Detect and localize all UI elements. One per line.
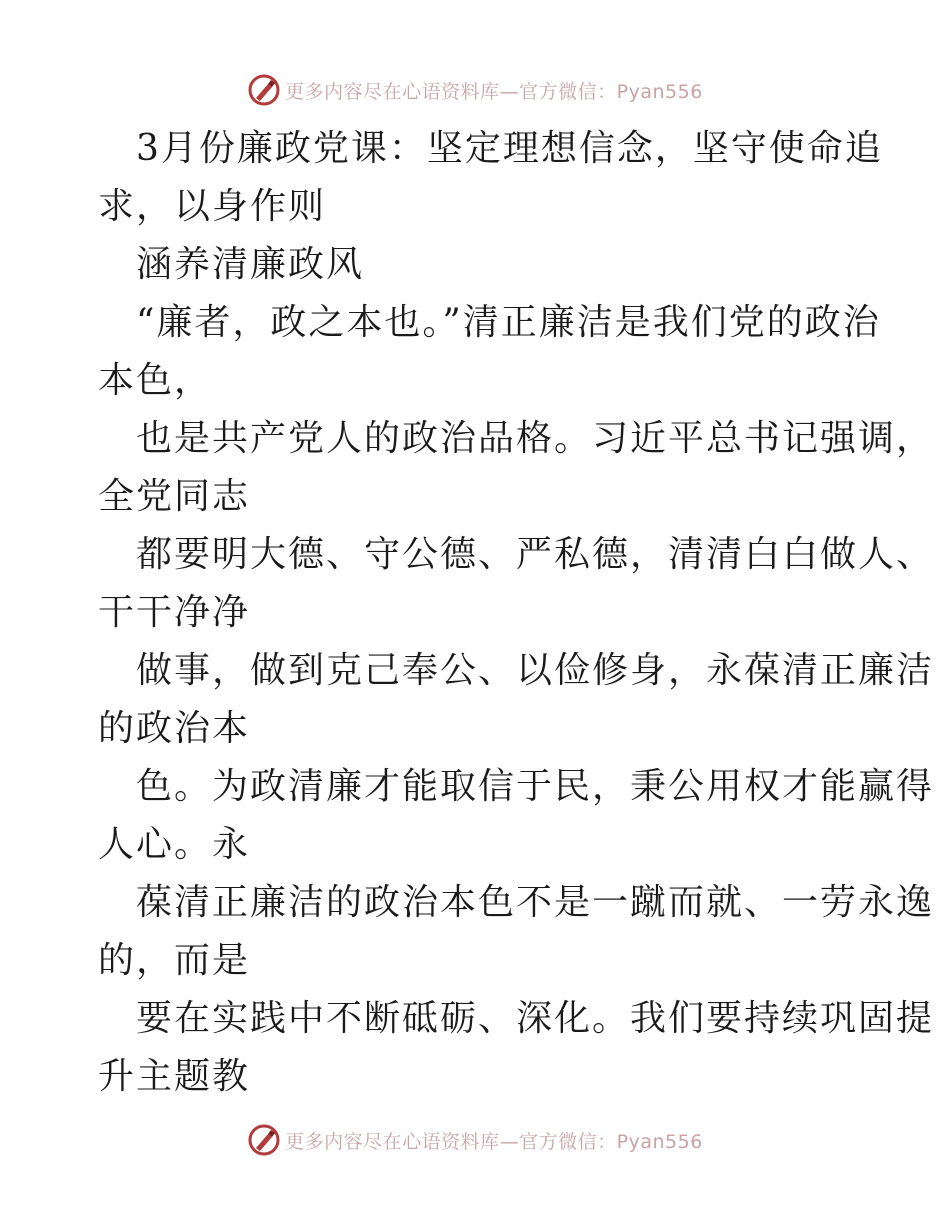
pen-logo-icon [247, 1123, 281, 1157]
text-line: 做事，做到克己奉公、以俭修身，永葆清正廉洁 [136, 650, 935, 691]
text-line: 葆清正廉洁的政治本色不是一蹴而就、一劳永逸 [136, 882, 935, 923]
text-line: 人心。永 [98, 824, 251, 865]
text-line: 全党同志 [98, 476, 251, 517]
text-line: 本色， [98, 360, 213, 401]
text-line: 涵养清廉政风 [136, 244, 365, 285]
document-title-line-2: 求，以身作则 [98, 186, 327, 227]
text-line: 要在实践中不断砥砺、深化。我们要持续巩固提 [136, 998, 935, 1039]
text-line: 的政治本 [98, 708, 251, 749]
document-body [98, 120, 935, 1106]
footer-banner [0, 1120, 950, 1160]
header-banner [0, 70, 950, 110]
text-line: 也是共产党人的政治品格。习近平总书记强调， [136, 418, 935, 459]
text-line: 的，而是 [98, 940, 251, 981]
text-line: 升主题教 [98, 1056, 251, 1097]
text-line: 色。为政清廉才能取信于民，秉公用权才能赢得 [136, 766, 935, 807]
pen-logo-icon [247, 73, 281, 107]
text-line: “廉者，政之本也。”清正廉洁是我们党的政治 [136, 302, 881, 343]
text-line: 都要明大德、守公德、严私德，清清白白做人、 [136, 534, 935, 575]
text-line: 干干净净 [98, 592, 251, 633]
header-banner-text: 更多内容尽在心语资料库—官方微信：Pyan556 [285, 80, 703, 103]
footer-banner-text: 更多内容尽在心语资料库—官方微信：Pyan556 [285, 1130, 703, 1153]
document-title-line-1: 3月份廉政党课：坚定理想信念，坚守使命追 [136, 128, 883, 169]
